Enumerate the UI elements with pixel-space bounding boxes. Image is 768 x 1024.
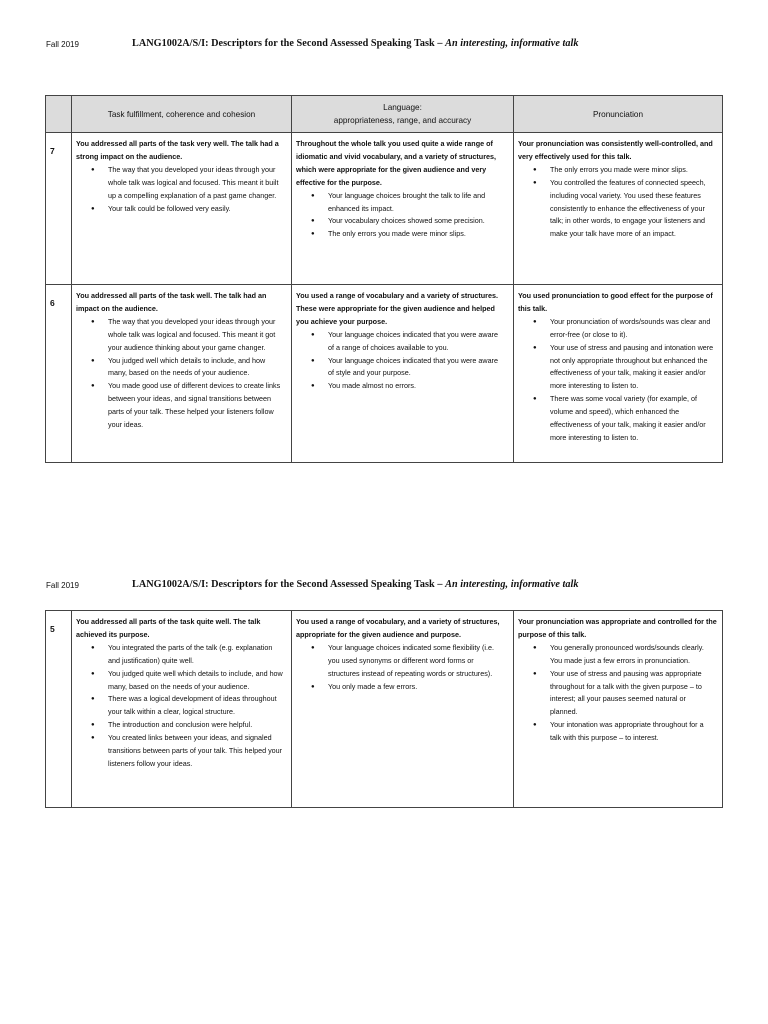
- list-item: ● You judged quite well which details to include, and how many, based on the needs of your audience.: [76, 668, 287, 694]
- list-item: ● You judged well which details to include, and how many, based on the needs of your audience.: [76, 355, 287, 381]
- list-item: ● You created links between your ideas, and signaled transitions between parts of your talk. This helped your listeners follow your ideas.: [76, 732, 287, 771]
- list-item: ● The way that you developed your ideas through your whole talk was logical and focused. This meant it built up a compelling explanation of a past game changer.: [76, 164, 287, 203]
- term-label: Fall 2019: [46, 581, 79, 590]
- descriptor-lead: You used a range of vocabulary, and a variety of structures, appropriate for the given audience and purpose.: [296, 617, 500, 639]
- document-subtitle: An interesting, informative talk: [445, 38, 579, 49]
- descriptor-lead: You used a range of vocabulary and a variety of structures. These were appropriate for the given audience and helped you achieve your purpose.: [296, 291, 498, 326]
- list-item: ● Your use of stress and pausing and intonation were not only appropriate throughout but enhanced the effectiveness of your talk, making it easier and/or more interesting to listen to.: [518, 342, 718, 394]
- list-item: ● There was a logical development of ideas throughout your talk within a clear, logical structure.: [76, 693, 287, 719]
- level-number: 6: [46, 285, 72, 463]
- level-row-6: [46, 285, 723, 463]
- term-label: Fall 2019: [46, 40, 79, 49]
- list-item: ● You controlled the features of connected speech, including vocal variety. You used these features consistently to enhance the effectiveness of your talk; in other words, to engage your listeners and make your talk have more of an impact.: [518, 177, 718, 242]
- list-item: ● The way that you developed your ideas through your whole talk was logical and focused. This meant it got your audience thinking about your game changer.: [76, 316, 287, 355]
- descriptor-pronunciation: [514, 133, 723, 285]
- list-item: ● Your language choices indicated some flexibility (i.e. you used synonyms or different word forms or structures instead of repeating words or structures).: [296, 642, 509, 681]
- list-item: ● The only errors you made were minor slips.: [296, 228, 509, 241]
- header-row: [46, 96, 723, 133]
- list-item: ● The introduction and conclusion were helpful.: [76, 719, 287, 732]
- list-item: ● Your vocabulary choices showed some precision.: [296, 215, 509, 228]
- list-item: ● Your language choices indicated that you were aware of style and your purpose.: [296, 355, 509, 381]
- list-item: ● The only errors you made were minor slips.: [518, 164, 718, 177]
- descriptor-lead: You addressed all parts of the task quite well. The talk achieved its purpose.: [76, 617, 261, 639]
- descriptor-lead: Your pronunciation was consistently well-controlled, and very effectively used for this talk.: [518, 139, 713, 161]
- rubric-table-2: [45, 610, 723, 808]
- document-title: LANG1002A/S/I: Descriptors for the Second Assessed Speaking Task – An interesting, informative talk: [132, 579, 579, 590]
- descriptor-lead: You used pronunciation to good effect for the purpose of this talk.: [518, 291, 713, 313]
- level-row-7: [46, 133, 723, 285]
- page-header-1: [46, 38, 726, 52]
- descriptor-language: [292, 285, 514, 463]
- column-header-task: Task fulfillment, coherence and cohesion: [72, 96, 292, 133]
- descriptor-task: [72, 611, 292, 808]
- level-number: 5: [46, 611, 72, 808]
- list-item: ● Your use of stress and pausing was appropriate throughout for a talk with the given purpose – to interest; all your pauses seemed natural or planned.: [518, 668, 718, 720]
- list-item: ● You made almost no errors.: [296, 380, 509, 393]
- list-item: ● You made good use of different devices to create links between your ideas, and signal transitions between parts of your talk. These helped your listeners follow your ideas.: [76, 380, 287, 432]
- page-header-2: [46, 579, 726, 593]
- descriptor-language: [292, 611, 514, 808]
- column-header-language: Language: appropriateness, range, and accuracy: [292, 96, 514, 133]
- document-title: LANG1002A/S/I: Descriptors for the Second Assessed Speaking Task – An interesting, informative talk: [132, 38, 579, 49]
- descriptor-lead: Throughout the whole talk you used quite a wide range of idiomatic and vivid vocabulary, and a variety of structures, which were appropriate for the given audience and very effective for the purpose.: [296, 139, 496, 187]
- document-subtitle: An interesting, informative talk: [445, 579, 579, 590]
- descriptor-language: [292, 133, 514, 285]
- list-item: ● You only made a few errors.: [296, 681, 509, 694]
- descriptor-task: [72, 133, 292, 285]
- descriptor-pronunciation: [514, 285, 723, 463]
- list-item: ● You generally pronounced words/sounds clearly. You made just a few errors in pronunciation.: [518, 642, 718, 668]
- list-item: ● Your talk could be followed very easily.: [76, 203, 287, 216]
- level-header-cell: [46, 96, 72, 133]
- column-header-pronunciation: Pronunciation: [514, 96, 723, 133]
- level-number: 7: [46, 133, 72, 285]
- descriptor-lead: You addressed all parts of the task very well. The talk had a strong impact on the audience.: [76, 139, 279, 161]
- rubric-table-1: [45, 95, 723, 463]
- descriptor-lead: Your pronunciation was appropriate and controlled for the purpose of this talk.: [518, 617, 717, 639]
- level-row-5: [46, 611, 723, 808]
- list-item: ● Your intonation was appropriate throughout for a talk with this purpose – to interest.: [518, 719, 718, 745]
- list-item: ● There was some vocal variety (for example, of volume and speed), which enhanced the effectiveness of your talk, making it easier and/or more interesting to listen to.: [518, 393, 718, 445]
- descriptor-lead: You addressed all parts of the task well. The talk had an impact on the audience.: [76, 291, 267, 313]
- descriptor-pronunciation: [514, 611, 723, 808]
- list-item: ● You integrated the parts of the talk (e.g. explanation and justification) quite well.: [76, 642, 287, 668]
- descriptor-task: [72, 285, 292, 463]
- list-item: ● Your pronunciation of words/sounds was clear and error-free (or close to it).: [518, 316, 718, 342]
- list-item: ● Your language choices indicated that you were aware of a range of choices available to you.: [296, 329, 509, 355]
- list-item: ● Your language choices brought the talk to life and enhanced its impact.: [296, 190, 509, 216]
